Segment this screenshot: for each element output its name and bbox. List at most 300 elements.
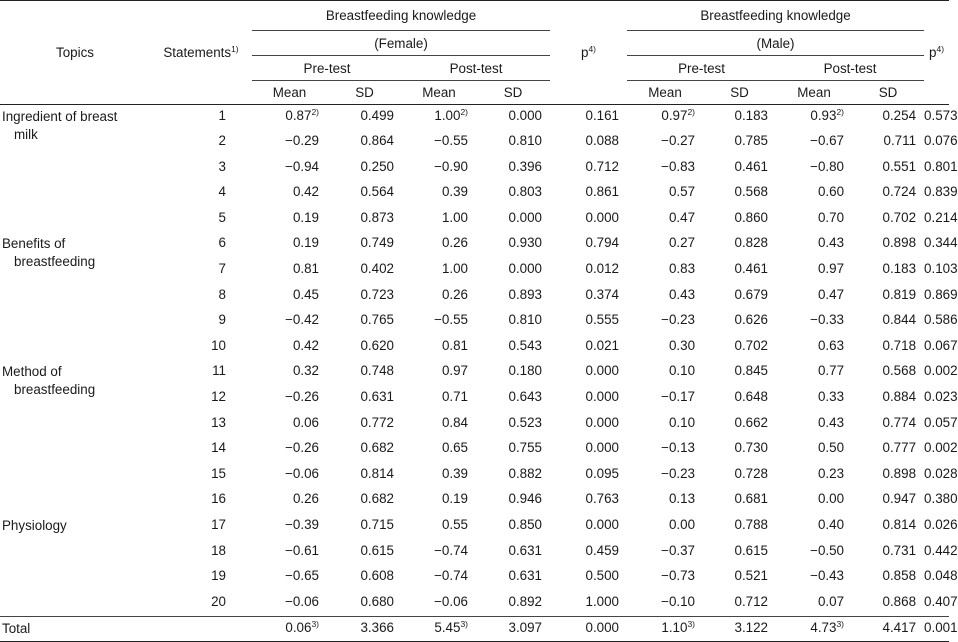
mean-male-pre xyxy=(627,207,703,233)
sd-female-post xyxy=(476,565,550,591)
mean-female-pre-value: 0.42 xyxy=(292,337,319,353)
mean-female-post-value: 0.65 xyxy=(441,440,468,456)
topic-label: Physiology xyxy=(2,518,67,533)
sd-female-post-value: 0.810 xyxy=(508,133,543,149)
p-female xyxy=(550,105,627,131)
mean-female-post-value: −0.55 xyxy=(434,133,468,149)
mean-male-pre xyxy=(627,181,703,207)
sd-male-pre xyxy=(703,207,776,233)
sd-male-post-value: 0.568 xyxy=(882,363,917,379)
sd-female-post xyxy=(476,207,550,233)
mean-male-pre xyxy=(627,232,703,258)
sd-male-pre-value: 0.828 xyxy=(734,235,769,251)
mean-female-post xyxy=(402,335,476,361)
sd-female-pre-value: 0.765 xyxy=(360,312,394,328)
sd-male-pre xyxy=(703,284,776,310)
sd-female-post-value: 0.810 xyxy=(508,312,543,328)
sd-male-pre xyxy=(703,463,776,489)
mean-male-pre xyxy=(627,591,703,617)
mean-female-post-value: −0.74 xyxy=(434,568,468,584)
sd-female-post xyxy=(476,258,550,284)
sd-female-pre xyxy=(327,130,402,156)
sd-male-pre xyxy=(703,437,776,463)
sd-male-pre-value: 0.679 xyxy=(734,286,769,302)
mean-male-post xyxy=(776,463,852,489)
mean-male-pre-value: −0.37 xyxy=(661,542,696,558)
sd-male-post-value: 0.858 xyxy=(882,568,917,584)
sd-female-pre xyxy=(327,488,402,514)
sd-female-post xyxy=(476,335,550,361)
sd-female-post-value: 0.893 xyxy=(508,286,543,302)
total-p-female xyxy=(550,616,627,642)
p-male xyxy=(924,207,958,233)
statement-number: 2 xyxy=(218,133,226,149)
mean-female-post-value: 0.97 xyxy=(441,363,468,379)
sd-male-post-value: 0.898 xyxy=(882,235,917,251)
p-female-value: 0.088 xyxy=(585,133,620,149)
p-male-value: 0.407 xyxy=(924,593,958,609)
p-female-value: 0.459 xyxy=(585,542,620,558)
sd-male-post-value: 0.724 xyxy=(882,184,917,200)
footnote-1: 1) xyxy=(231,44,239,54)
mean-female-pre xyxy=(252,207,327,233)
statement-number: 6 xyxy=(218,235,226,251)
header-posttest-female: Post-test xyxy=(402,56,550,81)
table-row xyxy=(0,232,949,258)
sd-female-pre-value: 0.682 xyxy=(360,491,394,507)
sd-male-pre-value: 0.662 xyxy=(734,414,769,430)
statement-number: 17 xyxy=(211,517,226,532)
total-sd-male-pre xyxy=(703,616,776,642)
sd-male-pre xyxy=(703,540,776,566)
sd-male-pre-value: 0.788 xyxy=(734,517,769,532)
sd-male-pre-value: 0.183 xyxy=(734,108,769,123)
mean-female-post-value: 0.39 xyxy=(441,465,468,481)
sd-female-pre-value: 0.715 xyxy=(360,517,394,532)
sd-male-post xyxy=(852,514,924,540)
sd-male-post-value: 0.183 xyxy=(882,261,917,277)
p-female-value: 0.000 xyxy=(585,209,620,225)
sd-female-post xyxy=(476,130,550,156)
sd-female-post-value: 0.850 xyxy=(508,517,543,532)
sd-male-post xyxy=(852,386,924,412)
sd-male-post-value: 0.774 xyxy=(882,414,917,430)
mean-female-post-value: 0.26 xyxy=(441,235,468,251)
mean-male-post xyxy=(776,386,852,412)
statement-number: 19 xyxy=(211,568,226,584)
mean-female-pre-value: −0.06 xyxy=(285,465,319,481)
sd-male-pre-value: 0.785 xyxy=(734,133,769,149)
sd-female-pre xyxy=(327,207,402,233)
sd-female-pre xyxy=(327,591,402,617)
mean-male-post-value: 0.70 xyxy=(817,209,845,225)
total-p-female-value: 0.000 xyxy=(585,619,620,635)
p-female-value: 0.861 xyxy=(585,184,620,200)
sd-male-pre-value: 0.860 xyxy=(734,209,769,225)
mean-male-pre-value: 0.10 xyxy=(668,414,696,430)
p-male xyxy=(924,335,958,361)
p-male-value: 0.076 xyxy=(924,133,958,149)
total-mean-female-post-value: 5.45 xyxy=(434,619,461,635)
sd-male-post xyxy=(852,284,924,310)
p-male-value: 0.002 xyxy=(924,363,958,379)
sd-female-pre xyxy=(327,360,402,386)
sd-female-pre xyxy=(327,437,402,463)
p-male xyxy=(924,309,958,335)
mean-male-post-value: −0.33 xyxy=(810,312,845,328)
sd-female-pre xyxy=(327,284,402,310)
mean-male-post-value: 0.50 xyxy=(817,440,845,456)
sd-male-post xyxy=(852,591,924,617)
mean-male-pre xyxy=(627,514,703,540)
sd-female-pre xyxy=(327,565,402,591)
mean-female-pre-value: 0.26 xyxy=(292,491,319,507)
mean-male-pre xyxy=(627,360,703,386)
sd-male-post xyxy=(852,488,924,514)
sd-male-post-value: 0.718 xyxy=(882,337,917,353)
sd-male-pre xyxy=(703,514,776,540)
statement-number: 8 xyxy=(218,286,226,302)
footnote-marker: 3) xyxy=(687,618,696,629)
p-male xyxy=(924,463,958,489)
header-mean: Mean xyxy=(402,81,476,105)
mean-female-post-value: 0.84 xyxy=(441,414,468,430)
mean-female-post xyxy=(402,181,476,207)
mean-female-post xyxy=(402,309,476,335)
mean-male-post-value: 0.00 xyxy=(817,491,845,507)
footnote-marker: 2) xyxy=(311,107,319,117)
total-mean-female-post xyxy=(402,616,476,642)
mean-female-post-value: 0.39 xyxy=(441,184,468,200)
sd-female-pre-value: 0.748 xyxy=(360,363,394,379)
sd-female-post-value: 0.523 xyxy=(508,414,543,430)
mean-male-pre xyxy=(627,386,703,412)
p-male-value: 0.002 xyxy=(924,440,958,456)
mean-female-pre xyxy=(252,540,327,566)
header-p-female-label: p xyxy=(581,45,589,60)
sd-female-post-value: 0.543 xyxy=(508,337,543,353)
footnote-marker: 3) xyxy=(311,618,319,629)
mean-male-pre-value: 0.13 xyxy=(668,491,696,507)
topic-cell xyxy=(0,105,150,233)
p-female xyxy=(550,130,627,156)
p-male-value: 0.067 xyxy=(924,337,958,353)
mean-female-pre xyxy=(252,565,327,591)
p-male xyxy=(924,360,958,386)
mean-male-post xyxy=(776,565,852,591)
sd-male-pre-value: 0.461 xyxy=(734,158,769,174)
p-female-value: 0.000 xyxy=(585,517,620,532)
sd-male-pre xyxy=(703,386,776,412)
p-female xyxy=(550,514,627,540)
mean-male-pre xyxy=(627,437,703,463)
sd-female-post xyxy=(476,514,550,540)
sd-female-post-value: 0.930 xyxy=(508,235,543,251)
topic-label: Benefits of xyxy=(2,236,66,252)
mean-female-post xyxy=(402,232,476,258)
mean-female-post xyxy=(402,412,476,438)
p-male xyxy=(924,591,958,617)
mean-female-post xyxy=(402,105,476,131)
sd-male-pre xyxy=(703,565,776,591)
p-female xyxy=(550,463,627,489)
mean-female-pre-value: 0.45 xyxy=(292,286,319,302)
topic-cell xyxy=(0,360,150,514)
mean-male-post-value: 0.93 xyxy=(810,108,837,123)
sd-female-post xyxy=(476,437,550,463)
mean-male-pre xyxy=(627,309,703,335)
sd-female-post-value: 0.643 xyxy=(508,389,543,405)
mean-female-post xyxy=(402,284,476,310)
p-female xyxy=(550,309,627,335)
mean-male-post-value: 0.77 xyxy=(817,363,845,379)
sd-male-pre-value: 0.568 xyxy=(734,184,769,200)
sd-male-post-value: 0.868 xyxy=(882,593,917,609)
mean-female-post-value: 1.00 xyxy=(434,108,461,123)
header-group-female: Breastfeeding knowledge xyxy=(252,1,550,31)
mean-female-post-value: −0.90 xyxy=(434,158,468,174)
sd-female-post xyxy=(476,181,550,207)
footnote-4-male: 4) xyxy=(936,44,945,54)
mean-female-pre-value: 0.19 xyxy=(292,209,319,225)
total-sd-male-pre-value: 3.122 xyxy=(734,619,769,635)
sd-female-pre-value: 0.873 xyxy=(360,209,394,225)
sd-male-pre xyxy=(703,360,776,386)
p-female-value: 0.000 xyxy=(585,414,620,430)
sd-female-post xyxy=(476,309,550,335)
mean-female-pre xyxy=(252,130,327,156)
sd-male-pre xyxy=(703,488,776,514)
p-male-value: 0.028 xyxy=(924,465,958,481)
mean-male-pre-value: 0.27 xyxy=(668,235,696,251)
mean-male-post xyxy=(776,360,852,386)
mean-female-pre-value: −0.06 xyxy=(285,593,319,609)
footnote-marker: 2) xyxy=(460,107,468,117)
statement-number: 7 xyxy=(218,261,226,277)
mean-male-pre xyxy=(627,130,703,156)
total-mean-male-pre xyxy=(627,616,703,642)
mean-male-pre-value: 0.47 xyxy=(668,209,696,225)
mean-male-post-value: 0.33 xyxy=(817,389,845,405)
header-pretest-male: Pre-test xyxy=(627,56,776,81)
statement-number: 12 xyxy=(211,389,226,405)
header-mean: Mean xyxy=(252,81,327,105)
mean-female-post xyxy=(402,437,476,463)
sd-male-pre xyxy=(703,156,776,182)
sd-female-pre xyxy=(327,335,402,361)
sd-male-post xyxy=(852,181,924,207)
header-sd: SD xyxy=(327,81,402,105)
mean-female-post xyxy=(402,591,476,617)
p-female-value: 0.555 xyxy=(585,312,620,328)
p-female-value: 0.000 xyxy=(585,363,620,379)
mean-female-post xyxy=(402,514,476,540)
p-male xyxy=(924,565,958,591)
sd-female-pre-value: 0.631 xyxy=(360,389,394,405)
mean-female-pre xyxy=(252,386,327,412)
p-male xyxy=(924,437,958,463)
sd-female-post-value: 0.631 xyxy=(508,568,543,584)
header-posttest-male: Post-test xyxy=(776,56,924,81)
sd-female-pre-value: 0.615 xyxy=(360,542,394,558)
statement-number: 1 xyxy=(218,108,226,123)
sd-male-post xyxy=(852,156,924,182)
sd-female-pre-value: 0.620 xyxy=(360,337,394,353)
mean-female-post-value: −0.55 xyxy=(434,312,468,328)
sd-female-pre xyxy=(327,181,402,207)
sd-female-pre xyxy=(327,540,402,566)
sd-female-post-value: 0.631 xyxy=(508,542,543,558)
p-female xyxy=(550,335,627,361)
mean-female-post xyxy=(402,386,476,412)
statement-number: 5 xyxy=(218,209,226,225)
mean-male-post-value: 0.40 xyxy=(817,517,845,532)
sd-male-post xyxy=(852,105,924,131)
mean-female-pre-value: −0.39 xyxy=(285,517,319,532)
statement-number: 9 xyxy=(218,312,226,328)
p-female xyxy=(550,540,627,566)
sd-male-post xyxy=(852,437,924,463)
mean-female-post-value: 0.81 xyxy=(441,337,468,353)
p-female xyxy=(550,156,627,182)
mean-female-pre-value: 0.06 xyxy=(292,414,319,430)
p-male xyxy=(924,488,958,514)
mean-female-post xyxy=(402,130,476,156)
mean-male-pre-value: 0.10 xyxy=(668,363,696,379)
p-female xyxy=(550,412,627,438)
p-female-value: 0.712 xyxy=(585,158,620,174)
sd-female-pre xyxy=(327,156,402,182)
sd-female-post-value: 0.803 xyxy=(508,184,543,200)
sd-male-post xyxy=(852,335,924,361)
mean-female-post xyxy=(402,207,476,233)
p-female-value: 0.794 xyxy=(585,235,620,251)
p-male-value: 0.801 xyxy=(924,158,958,174)
mean-female-pre xyxy=(252,181,327,207)
mean-male-post xyxy=(776,258,852,284)
mean-male-pre xyxy=(627,412,703,438)
p-male xyxy=(924,258,958,284)
total-sd-female-pre-value: 3.366 xyxy=(360,619,394,635)
total-mean-female-pre xyxy=(252,616,327,642)
header-female: (Female) xyxy=(252,31,550,56)
sd-female-pre xyxy=(327,309,402,335)
sd-female-pre-value: 0.749 xyxy=(360,235,394,251)
header-sd: SD xyxy=(852,81,924,105)
total-mean-male-post-value: 4.73 xyxy=(810,619,837,635)
mean-male-post-value: 0.97 xyxy=(817,261,845,277)
topic-label-continued: breastfeeding xyxy=(14,254,96,270)
sd-male-pre-value: 0.730 xyxy=(734,440,769,456)
mean-male-pre-value: −0.10 xyxy=(661,593,696,609)
sd-female-pre xyxy=(327,463,402,489)
mean-male-post xyxy=(776,232,852,258)
sd-female-pre-value: 0.864 xyxy=(360,133,394,149)
total-p-male xyxy=(924,616,958,642)
p-female xyxy=(550,488,627,514)
mean-female-pre-value: −0.65 xyxy=(285,568,319,584)
sd-female-pre-value: 0.723 xyxy=(360,286,394,302)
sd-female-post xyxy=(476,540,550,566)
total-sd-female-post-value: 3.097 xyxy=(508,619,543,635)
p-male-value: 0.839 xyxy=(924,184,958,200)
p-female-value: 0.763 xyxy=(585,491,620,507)
statement-number: 13 xyxy=(211,414,226,430)
p-female xyxy=(550,437,627,463)
header-mean: Mean xyxy=(776,81,852,105)
p-male xyxy=(924,540,958,566)
mean-male-post-value: 0.47 xyxy=(817,286,845,302)
statement-number: 11 xyxy=(212,363,226,379)
mean-male-pre xyxy=(627,284,703,310)
sd-female-post-value: 0.892 xyxy=(508,593,543,609)
sd-male-post-value: 0.819 xyxy=(882,286,917,302)
mean-female-pre xyxy=(252,437,327,463)
sd-female-post xyxy=(476,105,550,131)
mean-male-post xyxy=(776,309,852,335)
header-p-male-label: p xyxy=(929,45,937,60)
mean-male-pre xyxy=(627,156,703,182)
sd-male-pre-value: 0.648 xyxy=(734,389,769,405)
mean-female-pre xyxy=(252,360,327,386)
sd-male-pre-value: 0.845 xyxy=(734,363,769,379)
sd-female-pre xyxy=(327,386,402,412)
footnote-marker: 2) xyxy=(836,107,845,117)
statement-number: 16 xyxy=(211,491,226,507)
sd-male-post xyxy=(852,565,924,591)
mean-male-pre-value: −0.17 xyxy=(661,389,696,405)
p-female-value: 0.012 xyxy=(585,261,620,277)
sd-female-post-value: 0.000 xyxy=(508,261,543,277)
statement-number: 15 xyxy=(211,465,226,481)
p-male xyxy=(924,130,958,156)
statement-number: 18 xyxy=(211,542,226,558)
sd-male-post-value: 0.731 xyxy=(882,542,917,558)
total-sd-female-pre xyxy=(327,616,402,642)
sd-male-pre-value: 0.681 xyxy=(734,491,769,507)
sd-male-post xyxy=(852,412,924,438)
sd-female-pre-value: 0.499 xyxy=(360,108,394,123)
sd-female-post xyxy=(476,386,550,412)
mean-female-pre xyxy=(252,284,327,310)
sd-female-post-value: 0.180 xyxy=(508,363,543,379)
mean-male-post-value: −0.80 xyxy=(810,158,845,174)
mean-female-post-value: −0.06 xyxy=(434,593,468,609)
sd-male-pre xyxy=(703,591,776,617)
header-male: (Male) xyxy=(627,31,924,56)
mean-male-pre-value: −0.23 xyxy=(661,312,696,328)
sd-female-post-value: 0.755 xyxy=(508,440,543,456)
mean-female-pre xyxy=(252,514,327,540)
p-male xyxy=(924,105,958,131)
mean-male-post-value: 0.43 xyxy=(817,414,845,430)
sd-female-pre-value: 0.250 xyxy=(360,158,394,174)
p-female xyxy=(550,181,627,207)
mean-male-pre xyxy=(627,488,703,514)
sd-female-pre-value: 0.772 xyxy=(360,414,394,430)
mean-male-pre-value: 0.57 xyxy=(668,184,696,200)
sd-female-post xyxy=(476,488,550,514)
mean-male-post-value: 0.43 xyxy=(817,235,845,251)
mean-male-pre-value: 0.30 xyxy=(668,337,696,353)
sd-male-pre xyxy=(703,309,776,335)
mean-male-post xyxy=(776,335,852,361)
mean-female-post-value: 1.00 xyxy=(441,209,468,225)
mean-male-post-value: 0.63 xyxy=(817,337,845,353)
mean-male-pre-value: −0.73 xyxy=(661,568,696,584)
sd-female-pre xyxy=(327,258,402,284)
mean-female-pre xyxy=(252,309,327,335)
